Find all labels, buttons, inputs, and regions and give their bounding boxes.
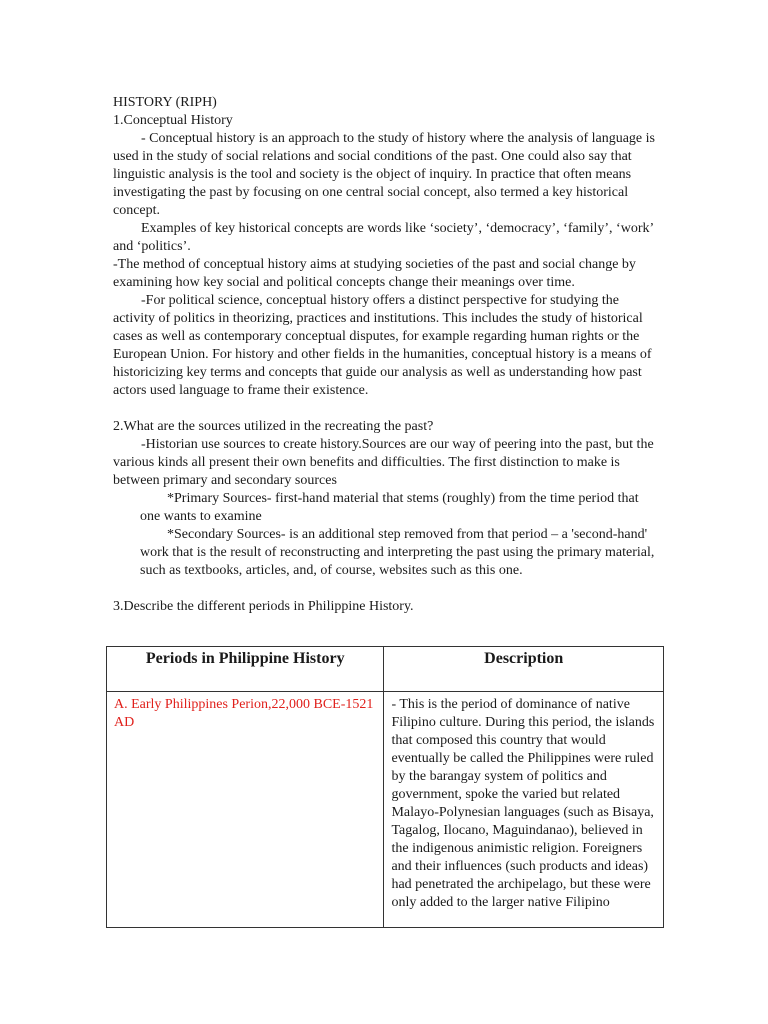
- table-row: [107, 692, 664, 928]
- table-cell-description: - This is the period of dominance of native Filipino culture. During this period, the islands that composed this country that would eventually be called the Philippines were ruled by the barangay system of politics and government, spoke the varied but related Malayo-Polynesian languages (such as Bisaya, Tagalog, Ilocano, Maguindanao), believed in the indigenous animistic religion. Foreigners and their influences (such products and ideas) had penetrated the archipelago, but these were only added to the larger native Filipino: [384, 692, 664, 928]
- table-header-description: Description: [384, 647, 664, 692]
- table-header-row: [107, 647, 664, 692]
- primary-sources-item: *Primary Sources- first-hand material that stems (roughly) from the time period that one wants to examine: [140, 491, 639, 524]
- section3-heading: 3.Describe the different periods in Philippine History.: [113, 599, 414, 614]
- spacer: [113, 580, 658, 598]
- section2-paragraph-1: -Historian use sources to create history.Sources are our way of peering into the past, but the various kinds all present their own benefits and difficulties. The first distinction to make is between primary and secondary sources: [113, 437, 654, 488]
- document-body: [113, 94, 658, 616]
- document-title: HISTORY (RIPH): [113, 95, 217, 110]
- periods-table: [106, 646, 664, 928]
- spacer: [113, 400, 658, 418]
- section2-heading: 2.What are the sources utilized in the recreating the past?: [113, 419, 434, 434]
- section1-paragraph-4: -For political science, conceptual history offers a distinct perspective for studying the activity of politics in theorizing, practices and institutions. This includes the study of historical cases as well as contemporary conceptual disputes, for example regarding human rights or the European Union. For history and other fields in the humanities, conceptual history is a means of historicizing key terms and concepts that guide our analysis as well as understanding how past actors used language to frame their existence.: [113, 293, 652, 398]
- section1-paragraph-2: Examples of key historical concepts are words like ‘society’, ‘democracy’, ‘family’, ‘work’ and ‘politics’.: [113, 221, 654, 254]
- table-header-periods: Periods in Philippine History: [107, 647, 384, 692]
- secondary-sources-item: *Secondary Sources- is an additional step removed from that period – a 'second-hand' work that is the result of reconstructing and interpreting the past using the primary material, such as textbooks, articles, and, of course, websites such as this one.: [140, 527, 655, 578]
- section1-heading: 1.Conceptual History: [113, 113, 233, 128]
- section1-paragraph-1: - Conceptual history is an approach to the study of history where the analysis of language is used in the study of social relations and social conditions of the past. One could also say that linguistic analysis is the tool and society is the object of inquiry. In practice that often means investigating the past by focusing on one central social concept, also termed a key historical concept.: [113, 131, 655, 218]
- periods-table-container: [106, 646, 664, 928]
- table-cell-period: A. Early Philippines Perion,22,000 BCE-1521 AD: [107, 692, 384, 928]
- section1-paragraph-3: -The method of conceptual history aims at studying societies of the past and social change by examining how key social and political concepts change their meanings over time.: [113, 257, 636, 290]
